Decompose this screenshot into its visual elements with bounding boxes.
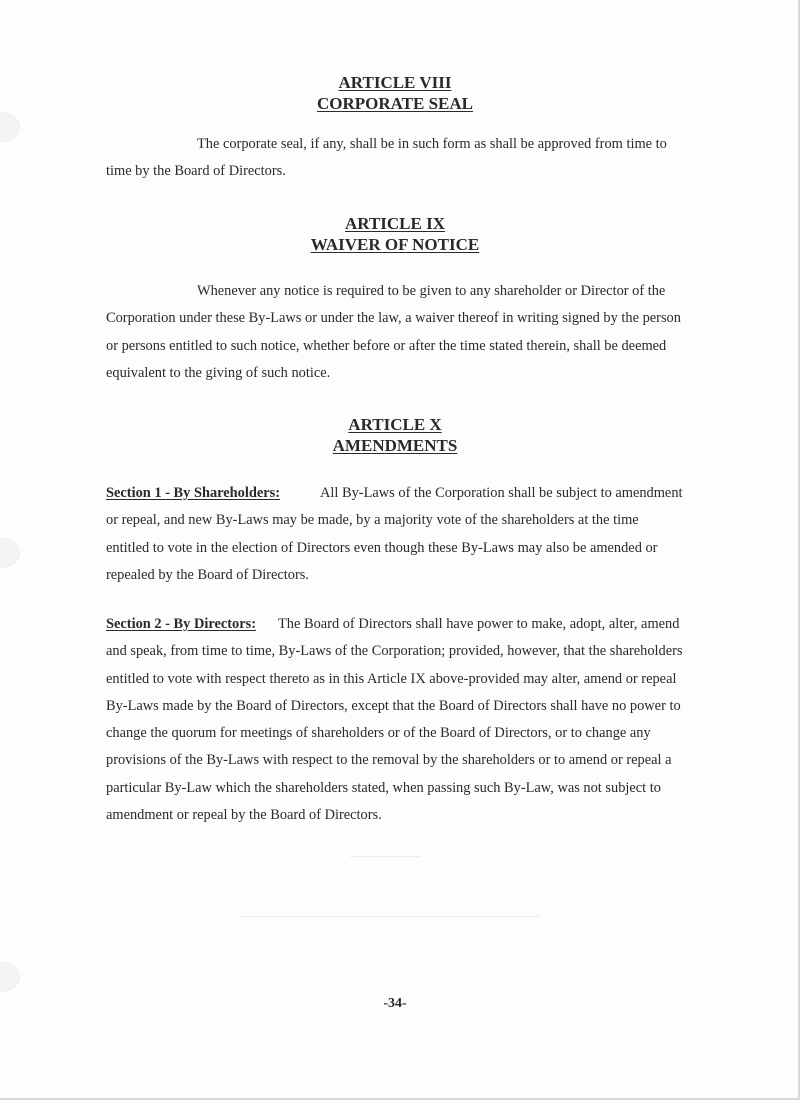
article-viii-heading <box>0 72 790 114</box>
section-2-body: The Board of Directors shall have power to make, adopt, alter, amend and speak, from time to time, By-Laws of the Corporation; provided, however, that the shareholders entitled to vote with respect thereto as in this Article IX above-provided may alter, amend or repeal By-Laws made by the Board of Directors, except that the Board of Directors shall have no power to change the quorum for meetings of shareholders or of the Board of Directors, or to change any provisions of the By-Laws with respect to the removal by the shareholders or to amend or repeal a particular By-Law which the shareholders stated, when passing such By-Law, was not subject to amendment or repeal by the Board of Directors. <box>106 616 683 824</box>
article-x-heading <box>0 414 790 456</box>
article-ix-body: Whenever any notice is required to be given to any shareholder or Director of the Corporation under these By-Laws or under the law, a waiver thereof in writing signed by the person or persons entitled to such notice, whether before or after the time stated therein, shall be deemed equivalent to the giving of such notice. <box>106 283 681 381</box>
article-viii-number: ARTICLE VIII <box>338 73 452 92</box>
scan-artifact <box>240 916 540 917</box>
punch-hole <box>0 112 20 142</box>
punch-hole <box>0 962 20 992</box>
section-1-paragraph <box>106 480 684 589</box>
article-viii-title: CORPORATE SEAL <box>316 94 473 113</box>
page-number: -34- <box>383 996 407 1011</box>
section-1-label: Section 1 - By Shareholders: <box>106 485 281 501</box>
article-x-number: ARTICLE X <box>348 415 442 434</box>
section-2-label: Section 2 - By Directors: <box>106 616 256 632</box>
scan-artifact <box>350 856 420 857</box>
section-2-paragraph <box>106 611 684 829</box>
punch-hole <box>0 538 20 568</box>
article-ix-heading <box>0 213 790 255</box>
article-ix-number: ARTICLE IX <box>344 214 445 233</box>
article-ix-title: WAIVER OF NOTICE <box>310 235 480 254</box>
section-1-body: All By-Laws of the Corporation shall be subject to amendment or repeal, and new By-Laws may be made, by a majority vote of the shareholders at the time entitled to vote in the election of Directors even though these By-Laws may also be amended or repealed by the Board of Directors. <box>106 485 683 583</box>
article-viii-body: The corporate seal, if any, shall be in such form as shall be approved from time to time by the Board of Directors. <box>106 136 667 180</box>
article-x-title: AMENDMENTS <box>332 436 458 455</box>
